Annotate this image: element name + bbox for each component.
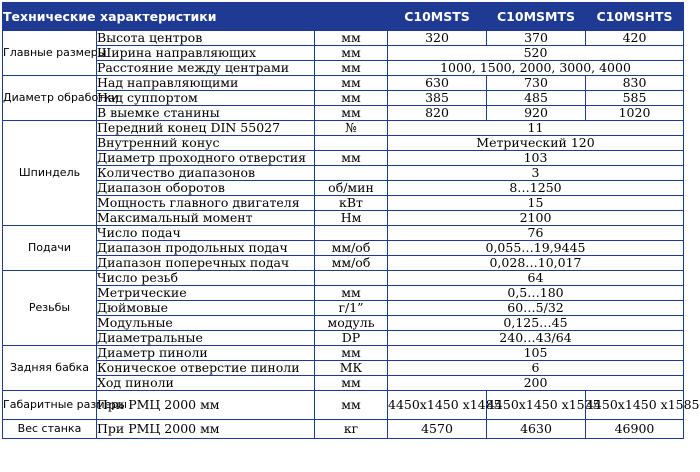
table-row <box>3 301 684 316</box>
shared-value-cell: 3 <box>388 166 684 181</box>
value-cell: 4630 <box>487 420 586 439</box>
table-row <box>3 211 684 226</box>
shared-value-cell: 6 <box>388 361 684 376</box>
parameter-name: Расстояние между центрами <box>97 61 315 76</box>
value-cell: 4450x1450 x1585 <box>586 391 684 420</box>
shared-value-cell: 240…43/64 <box>388 331 684 346</box>
value-cell: 370 <box>487 31 586 46</box>
shared-value-cell: 0,125…45 <box>388 316 684 331</box>
table-row <box>3 316 684 331</box>
shared-value-cell: 1000, 1500, 2000, 3000, 4000 <box>388 61 684 76</box>
table-row <box>3 256 684 271</box>
shared-value-cell: 520 <box>388 46 684 61</box>
group-label: Главные размеры <box>3 31 97 76</box>
table-row <box>3 136 684 151</box>
group-label: Резьбы <box>3 271 97 346</box>
parameter-name: Диапазон продольных подач <box>97 241 315 256</box>
table-row <box>3 181 684 196</box>
table-row <box>3 106 684 121</box>
parameter-name: В выемке станины <box>97 106 315 121</box>
table-row <box>3 271 684 286</box>
value-cell: 730 <box>487 76 586 91</box>
parameter-name: Ход пиноли <box>97 376 315 391</box>
shared-value-cell: Метрический 120 <box>388 136 684 151</box>
table-body <box>3 30 700 439</box>
unit-cell: DP <box>315 331 388 346</box>
unit-cell: кг <box>315 420 388 439</box>
unit-cell: мм <box>315 151 388 166</box>
table-row <box>3 121 684 136</box>
parameter-name: Число подач <box>97 226 315 241</box>
shared-value-cell: 0,028…10,017 <box>388 256 684 271</box>
unit-cell: мм <box>315 106 388 121</box>
model-header: C10MSHTS <box>586 3 684 31</box>
value-cell: 4450x1450 x1485 <box>388 391 487 420</box>
parameter-name: Дюймовые <box>97 301 315 316</box>
table-header-row <box>3 3 684 31</box>
unit-cell: мм <box>315 61 388 76</box>
parameter-name: Диапазон поперечных подач <box>97 256 315 271</box>
shared-value-cell: 11 <box>388 121 684 136</box>
parameter-name: Мощность главного двигателя <box>97 196 315 211</box>
value-cell: 830 <box>586 76 684 91</box>
shared-value-cell: 15 <box>388 196 684 211</box>
table-title: Технические характеристики <box>3 3 388 31</box>
unit-cell: мм <box>315 391 388 420</box>
parameter-name: Количество диапазонов <box>97 166 315 181</box>
parameter-name: Передний конец DIN 55027 <box>97 121 315 136</box>
shared-value-cell: 2100 <box>388 211 684 226</box>
unit-cell: мм <box>315 91 388 106</box>
shared-value-cell: 105 <box>388 346 684 361</box>
shared-value-cell: 76 <box>388 226 684 241</box>
parameter-name: Ширина направляющих <box>97 46 315 61</box>
table-row <box>3 166 684 181</box>
shared-value-cell: 200 <box>388 376 684 391</box>
group-label: Диаметр обработки <box>3 76 97 121</box>
group-label: Шпиндель <box>3 121 97 226</box>
parameter-name: Над суппортом <box>97 91 315 106</box>
value-cell: 485 <box>487 91 586 106</box>
group-label: Подачи <box>3 226 97 271</box>
unit-cell: мм <box>315 46 388 61</box>
shared-value-cell: 0,5…180 <box>388 286 684 301</box>
parameter-name: Диаметр проходного отверстия <box>97 151 315 166</box>
unit-cell: кВт <box>315 196 388 211</box>
parameter-name: Число резьб <box>97 271 315 286</box>
model-header: C10MSTS <box>388 3 487 31</box>
group-label: Задняя бабка <box>3 346 97 391</box>
value-cell: 630 <box>388 76 487 91</box>
value-cell: 1020 <box>586 106 684 121</box>
shared-value-cell: 64 <box>388 271 684 286</box>
table-row <box>3 391 684 420</box>
value-cell: 46900 <box>586 420 684 439</box>
group-label: Габаритные размеры <box>3 391 97 420</box>
unit-cell: мм <box>315 286 388 301</box>
shared-value-cell: 60…5/32 <box>388 301 684 316</box>
table-row <box>3 361 684 376</box>
value-cell: 820 <box>388 106 487 121</box>
unit-cell: мм <box>315 76 388 91</box>
parameter-name: При РМЦ 2000 мм <box>97 391 315 420</box>
unit-cell: мм/об <box>315 256 388 271</box>
parameter-name: Максимальный момент <box>97 211 315 226</box>
table-row <box>3 151 684 166</box>
table-row <box>3 76 684 91</box>
value-cell: 320 <box>388 31 487 46</box>
model-header: C10MSMTS <box>487 3 586 31</box>
table-row <box>3 91 684 106</box>
table-row <box>3 196 684 211</box>
table-row <box>3 241 684 256</box>
unit-cell: мм <box>315 346 388 361</box>
table-row <box>3 376 684 391</box>
shared-value-cell: 0,055…19,9445 <box>388 241 684 256</box>
value-cell: 4570 <box>388 420 487 439</box>
parameter-name: Диаметр пиноли <box>97 346 315 361</box>
value-cell: 920 <box>487 106 586 121</box>
unit-cell: мм <box>315 31 388 46</box>
table-row <box>3 61 684 76</box>
shared-value-cell: 8…1250 <box>388 181 684 196</box>
parameter-name: Диапазон оборотов <box>97 181 315 196</box>
parameter-name: Модульные <box>97 316 315 331</box>
parameter-name: Коническое отверстие пиноли <box>97 361 315 376</box>
group-label: Вес станка <box>3 420 97 439</box>
unit-cell <box>315 166 388 181</box>
parameter-name: Метрические <box>97 286 315 301</box>
unit-cell: Нм <box>315 211 388 226</box>
table-row <box>3 346 684 361</box>
parameter-name: Высота центров <box>97 31 315 46</box>
unit-cell <box>315 136 388 151</box>
parameter-name: Внутренний конус <box>97 136 315 151</box>
table-row <box>3 331 684 346</box>
value-cell: 420 <box>586 31 684 46</box>
unit-cell <box>315 271 388 286</box>
parameter-name: Над направляющими <box>97 76 315 91</box>
unit-cell: г/1” <box>315 301 388 316</box>
table-row <box>3 31 684 46</box>
unit-cell: модуль <box>315 316 388 331</box>
specifications-table <box>2 2 700 439</box>
unit-cell <box>315 226 388 241</box>
unit-cell: МК <box>315 361 388 376</box>
unit-cell: № <box>315 121 388 136</box>
value-cell: 585 <box>586 91 684 106</box>
unit-cell: мм <box>315 376 388 391</box>
value-cell: 385 <box>388 91 487 106</box>
unit-cell: мм/об <box>315 241 388 256</box>
table-row <box>3 420 684 439</box>
table-row <box>3 286 684 301</box>
value-cell: 4450x1450 x1535 <box>487 391 586 420</box>
parameter-name: При РМЦ 2000 мм <box>97 420 315 439</box>
table-row <box>3 46 684 61</box>
parameter-name: Диаметральные <box>97 331 315 346</box>
table-row <box>3 226 684 241</box>
unit-cell: об/мин <box>315 181 388 196</box>
shared-value-cell: 103 <box>388 151 684 166</box>
